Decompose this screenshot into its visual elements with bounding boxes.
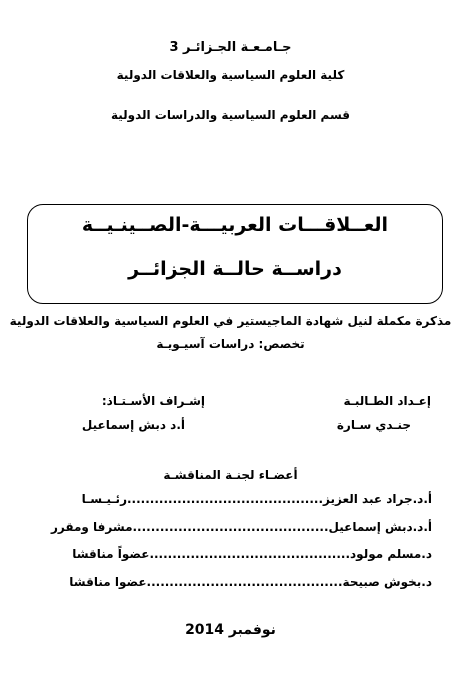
university-name: جـامـعـة الجـزائـر 3 (169, 40, 292, 55)
member-dots: ........................................... (146, 575, 343, 589)
memo-purpose: مذكرة مكملة لنيل شهادة الماجيستير في العلوم السياسية والعلاقات الدولية (9, 314, 452, 328)
member-name: د.بخوش صبيحة (342, 575, 432, 589)
supervisor-label: إشـراف الأسـتـاذ: (101, 394, 205, 408)
member-dots: ............................................ (149, 547, 351, 561)
department-name: قسم العلوم السياسية والدراسات الدولية (110, 108, 351, 122)
defense-date: نوفمبر 2014 (185, 622, 276, 638)
student-name: جنـدي سـارة (336, 418, 411, 432)
memo-specialty: تخصص: دراسات آسيـويـة (156, 337, 305, 351)
thesis-subtitle: دراســة حالــة الجزائــر (128, 258, 342, 280)
member-role: عضواً مناقشا (72, 547, 150, 561)
prepared-by-label: إعـداد الطـالبـة (343, 394, 431, 408)
member-dots: ........................................... (126, 492, 324, 506)
member-role: رئـيـسـا (81, 492, 127, 506)
member-role: عضوا مناقشا (69, 575, 147, 589)
member-role: مشرفا ومقرر (50, 520, 133, 534)
committee-member (0, 520, 432, 534)
member-name: أ.د.دبش إسماعيل (328, 520, 432, 534)
committee-member (0, 575, 432, 589)
member-dots: ........................................... (132, 520, 329, 534)
committee-member (0, 492, 432, 506)
committee-member (0, 547, 432, 561)
faculty-name: كلية العلوم السياسية والعلاقات الدولية (116, 68, 345, 82)
supervisor-name: أ.د دبش إسماعيل (81, 418, 185, 432)
member-name: أ.د.جراد عبد العزيز (323, 492, 432, 506)
thesis-title: العــلاقـــات العربيـــة-الصــينـيــة (81, 214, 389, 236)
member-name: د.مسلم مولود (350, 547, 432, 561)
committee-title: أعضـاء لجنـة المناقشـة (163, 468, 298, 482)
